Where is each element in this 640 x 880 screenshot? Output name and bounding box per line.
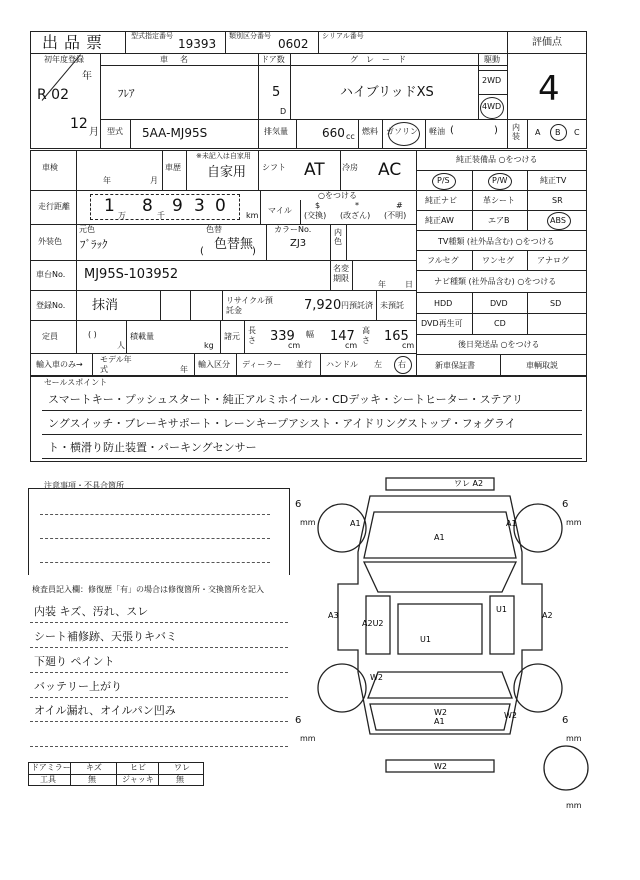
inspector-line-5: オイル漏れ、オイルパン凹み xyxy=(34,704,176,717)
dims-height-label: 高さ xyxy=(362,326,370,345)
interior-a: A xyxy=(535,128,541,137)
mile-opts-header: ○をつける xyxy=(318,191,357,200)
mile-opt-mile: マイル xyxy=(268,206,292,215)
legend-jack-value: 無 xyxy=(176,775,184,784)
inspector-line-2: シート補修跡、天張りキバミ xyxy=(34,630,177,643)
dims-length: 339 xyxy=(270,329,295,344)
model-type-label: 型式 xyxy=(107,127,123,136)
interior-c: C xyxy=(574,128,580,137)
mileage-unit-km: km xyxy=(246,211,259,220)
tire-front-right xyxy=(514,504,562,552)
chassis-year: 年 xyxy=(378,280,386,289)
mark-a1-rear: A1 xyxy=(434,717,445,726)
mileage-digit-5: 0 xyxy=(215,196,226,216)
mark-w2-bumper: W2 xyxy=(434,762,447,771)
first-reg-era: R 02 xyxy=(37,87,69,103)
dims-length-unit: cm xyxy=(288,341,301,350)
legend-tools-value: 無 xyxy=(88,775,96,784)
recycle-value: 7,920 xyxy=(304,298,342,313)
color-paren-close: ) xyxy=(252,246,256,257)
recycle-label: リサイクル預託金 xyxy=(226,296,273,315)
tread-rr-unit: mm xyxy=(566,734,582,743)
mileage-label: 走行距離 xyxy=(38,202,70,211)
doors-label: ドア数 xyxy=(261,55,285,64)
type-num-label: 型式指定番号 xyxy=(131,32,173,40)
mark-wa2: ワレ A2 xyxy=(454,479,484,488)
rear-window xyxy=(368,672,512,698)
first-reg-month: 12 xyxy=(70,116,88,132)
capacity-unit: 人 xyxy=(117,341,125,350)
tread-fr: 6 xyxy=(562,499,569,510)
doors-value: 5 xyxy=(272,85,281,100)
sales-line-3: ト・横滑り防止装置・パーキングセンサー xyxy=(48,441,257,454)
legend-crack: ヒビ xyxy=(130,763,146,772)
fuel-value: ガソリン xyxy=(386,127,418,136)
equip-navi-dvd: DVD xyxy=(490,299,508,308)
sales-line-2: ングスイッチ・ブレーキサポート・レーンキープアシスト・アイドリングストップ・フォグライ xyxy=(48,417,516,430)
equip-tv-analog: アナログ xyxy=(537,256,569,265)
tread-rr: 6 xyxy=(562,715,569,726)
import-left: 左 xyxy=(374,360,382,369)
displacement-value: 660 xyxy=(322,126,345,140)
dims-height: 165 xyxy=(384,329,409,344)
mile-opt-unknown-sym: # xyxy=(396,201,403,210)
inspection-label: 車検 xyxy=(42,163,58,172)
tread-rl-unit: mm xyxy=(300,734,316,743)
equip-post-warranty: 新車保証書 xyxy=(435,361,475,370)
sales-label: セールスポイント xyxy=(44,378,108,387)
color-orig-value: ﾌﾞﾗｯｸ xyxy=(80,238,108,251)
mark-u1-center: U1 xyxy=(420,635,431,644)
model-type-value: 5AA-MJ95S xyxy=(142,126,208,140)
import-label: 輸入車のみ→ xyxy=(36,360,83,369)
chassis-label: 車台No. xyxy=(36,270,66,279)
equip-aw: 純正AW xyxy=(425,216,454,225)
car-name-value: ﾌﾚｱ xyxy=(118,87,135,100)
import-model-year-label: モデル年式 xyxy=(100,355,132,374)
fuel-label: 燃料 xyxy=(362,127,378,136)
mark-w2-right: W2 xyxy=(504,711,517,720)
recycle-not-deposited: 未預託 xyxy=(380,301,404,310)
sales-line-1: スマートキー・プッシュスタート・純正アルミホイール・CDデッキ・シートヒーター・ステアリ xyxy=(48,393,523,406)
equip-post-manual: 車輌取説 xyxy=(526,361,558,370)
chassis-name-change: 名変期限 xyxy=(333,264,349,283)
mark-a1-left: A1 xyxy=(350,519,361,528)
equip-navi-dvdplay: DVD再生可 xyxy=(421,319,463,328)
equip-ps: P/S xyxy=(437,176,450,185)
equip-tv-full: フルセグ xyxy=(427,256,459,265)
mile-opt-exchange-sym: $ xyxy=(315,201,321,210)
dims-label: 諸元 xyxy=(224,332,240,341)
fuel-paren-open: ( xyxy=(450,125,454,136)
drive-label: 駆動 xyxy=(484,55,500,64)
inspector-line-4: バッテリー上がり xyxy=(34,680,122,693)
capacity-label: 定員 xyxy=(42,332,58,341)
dims-length-label: 長さ xyxy=(248,326,256,345)
tire-spare xyxy=(544,746,588,790)
legend-mirror: ドアミラー xyxy=(31,763,71,772)
import-parallel: 並行 xyxy=(296,360,312,369)
registration-label: 登録No. xyxy=(36,301,66,310)
tread-spare-unit: mm xyxy=(566,801,582,810)
color-label: 外装色 xyxy=(38,237,62,246)
displacement-unit: cc xyxy=(346,132,355,141)
fuel-paren-close: ) xyxy=(494,125,498,136)
equip-leather: 革シート xyxy=(483,196,515,205)
capacity-load-label: 積載量 xyxy=(130,332,154,341)
equip-post-header: 後日発送品 ○をつける xyxy=(458,340,540,349)
cooling-label: 冷房 xyxy=(342,163,358,172)
equip-tv-header: TV種類 (社外品含む) ○をつける xyxy=(438,237,555,246)
tread-fr-unit: mm xyxy=(566,518,582,527)
equip-header: 純正装備品 ○をつける xyxy=(456,155,538,164)
color-paint-value: 色替無 xyxy=(214,237,254,252)
mileage-unit-man: 万 xyxy=(118,211,126,220)
drive-4wd: 4WD xyxy=(482,102,502,111)
legend-jack-label: ジャッキ xyxy=(122,775,154,784)
mile-opt-tamper-sym: * xyxy=(355,201,359,210)
mark-a2u2: A2U2 xyxy=(362,619,384,628)
equip-tv: 純正TV xyxy=(540,176,567,185)
inspector-line-1: 内装 キズ、汚れ、スレ xyxy=(34,605,149,618)
fuel-alt: 軽油 xyxy=(429,127,445,136)
form-title: 出品票 xyxy=(42,33,109,52)
mileage-digit-2: 8 xyxy=(142,196,153,216)
equip-airbag: エアB xyxy=(488,216,510,225)
grade-value: ハイブリッドXS xyxy=(340,85,434,100)
color-int-label: 内色 xyxy=(334,228,342,246)
inspector-label: 検査員記入欄：修復歴「有」の場合は修復箇所・交換箇所を記入 xyxy=(32,585,264,594)
history-value: 自家用 xyxy=(207,165,247,180)
serial-label: シリアル番号 xyxy=(322,32,364,40)
equip-navi-cd: CD xyxy=(494,319,506,328)
tire-rear-right xyxy=(514,664,562,712)
color-code: ZJ3 xyxy=(290,238,307,249)
dims-width: 147 xyxy=(330,329,355,344)
score-value: 4 xyxy=(538,69,560,109)
import-year-unit: 年 xyxy=(180,365,188,374)
mileage-digit-4: 3 xyxy=(194,196,205,216)
cooling-value: AC xyxy=(378,160,402,180)
grade-label: グレード xyxy=(350,55,414,64)
mark-a1-top: A1 xyxy=(434,533,445,542)
chassis-value: MJ95S-103952 xyxy=(84,267,179,282)
first-reg-label: 初年度登録 xyxy=(44,55,84,64)
windshield xyxy=(364,562,516,592)
equip-abs: ABS xyxy=(550,216,566,225)
import-dealer: ディーラー xyxy=(242,360,282,369)
history-label: 車歴 xyxy=(165,163,181,172)
equip-tv-one: ワンセグ xyxy=(482,256,514,265)
displacement-label: 排気量 xyxy=(264,127,288,136)
equip-pw: P/W xyxy=(492,176,508,185)
interior-b: B xyxy=(555,128,561,137)
first-reg-year-unit: 年 xyxy=(82,71,92,82)
color-orig-label: 元色 xyxy=(79,225,95,234)
equip-navi-sd: SD xyxy=(550,299,562,308)
score-label: 評価点 xyxy=(532,37,562,48)
capacity-load-unit: kg xyxy=(204,341,214,350)
recycle-unit: 円預託済 xyxy=(341,301,373,310)
first-reg-month-unit: 月 xyxy=(89,127,99,138)
tire-rear-left xyxy=(318,664,366,712)
dims-height-unit: cm xyxy=(402,341,415,350)
dims-width-unit: cm xyxy=(345,341,358,350)
import-right: 右 xyxy=(398,360,406,369)
inspection-month: 月 xyxy=(150,176,158,185)
class-num-label: 類別区分番号 xyxy=(229,32,271,40)
color-paint-label: 色替 xyxy=(206,225,222,234)
mark-a2: A2 xyxy=(542,611,553,620)
inspection-year: 年 xyxy=(103,176,111,185)
shift-value: AT xyxy=(304,160,325,180)
inspector-line-3: 下廻り ペイント xyxy=(34,655,115,668)
mark-w2-rear: W2 xyxy=(434,708,447,717)
mark-u1-right: U1 xyxy=(496,605,507,614)
mileage-digit-3: 9 xyxy=(172,196,183,216)
car-name-label: 車名 xyxy=(160,55,200,64)
mark-a1-right: A1 xyxy=(506,519,517,528)
equip-navi-hdd: HDD xyxy=(434,299,453,308)
chassis-day: 日 xyxy=(405,280,413,289)
tread-rl: 6 xyxy=(295,715,302,726)
mile-opt-exchange: (交換) xyxy=(304,211,327,220)
notes-label: 注意事項・不具合箇所 xyxy=(44,481,124,490)
class-num-value: 0602 xyxy=(278,37,309,51)
interior-label: 内装 xyxy=(512,123,520,141)
import-category-label: 輸入区分 xyxy=(198,360,230,369)
drive-2wd: 2WD xyxy=(482,76,502,85)
mark-w2-left: W2 xyxy=(370,673,383,682)
roof xyxy=(398,604,482,654)
legend-scratch: キズ xyxy=(86,763,102,772)
equip-navi: 純正ナビ xyxy=(425,196,457,205)
legend-tools-label: 工具 xyxy=(40,775,56,784)
mileage-unit-sen: 千 xyxy=(157,211,165,220)
color-paren-open: ( xyxy=(200,246,204,257)
import-handle-label: ハンドル xyxy=(326,360,358,369)
car-diagram xyxy=(290,472,590,812)
tread-fl: 6 xyxy=(295,499,302,510)
doors-sub: D xyxy=(280,107,287,116)
history-note: ※未記入は自家用 xyxy=(196,152,251,160)
mark-a3: A3 xyxy=(328,611,339,620)
tread-fl-unit: mm xyxy=(300,518,316,527)
dims-width-label: 幅 xyxy=(306,330,314,339)
mile-opt-unknown: (不明) xyxy=(384,211,407,220)
shift-label: シフト xyxy=(262,163,286,172)
capacity-paren: ( ) xyxy=(88,330,97,339)
mile-opt-tamper: (改ざん) xyxy=(340,211,371,220)
registration-value: 抹消 xyxy=(92,298,119,313)
equip-navi-header: ナビ種類 (社外品含む) ○をつける xyxy=(434,277,557,286)
legend-break: ワレ xyxy=(174,763,190,772)
color-code-label: カラーNo. xyxy=(274,225,312,234)
type-num-value: 19393 xyxy=(178,37,217,51)
mileage-digit-1: 1 xyxy=(104,196,115,216)
tire-front-left xyxy=(318,504,366,552)
equip-sr: SR xyxy=(552,196,563,205)
